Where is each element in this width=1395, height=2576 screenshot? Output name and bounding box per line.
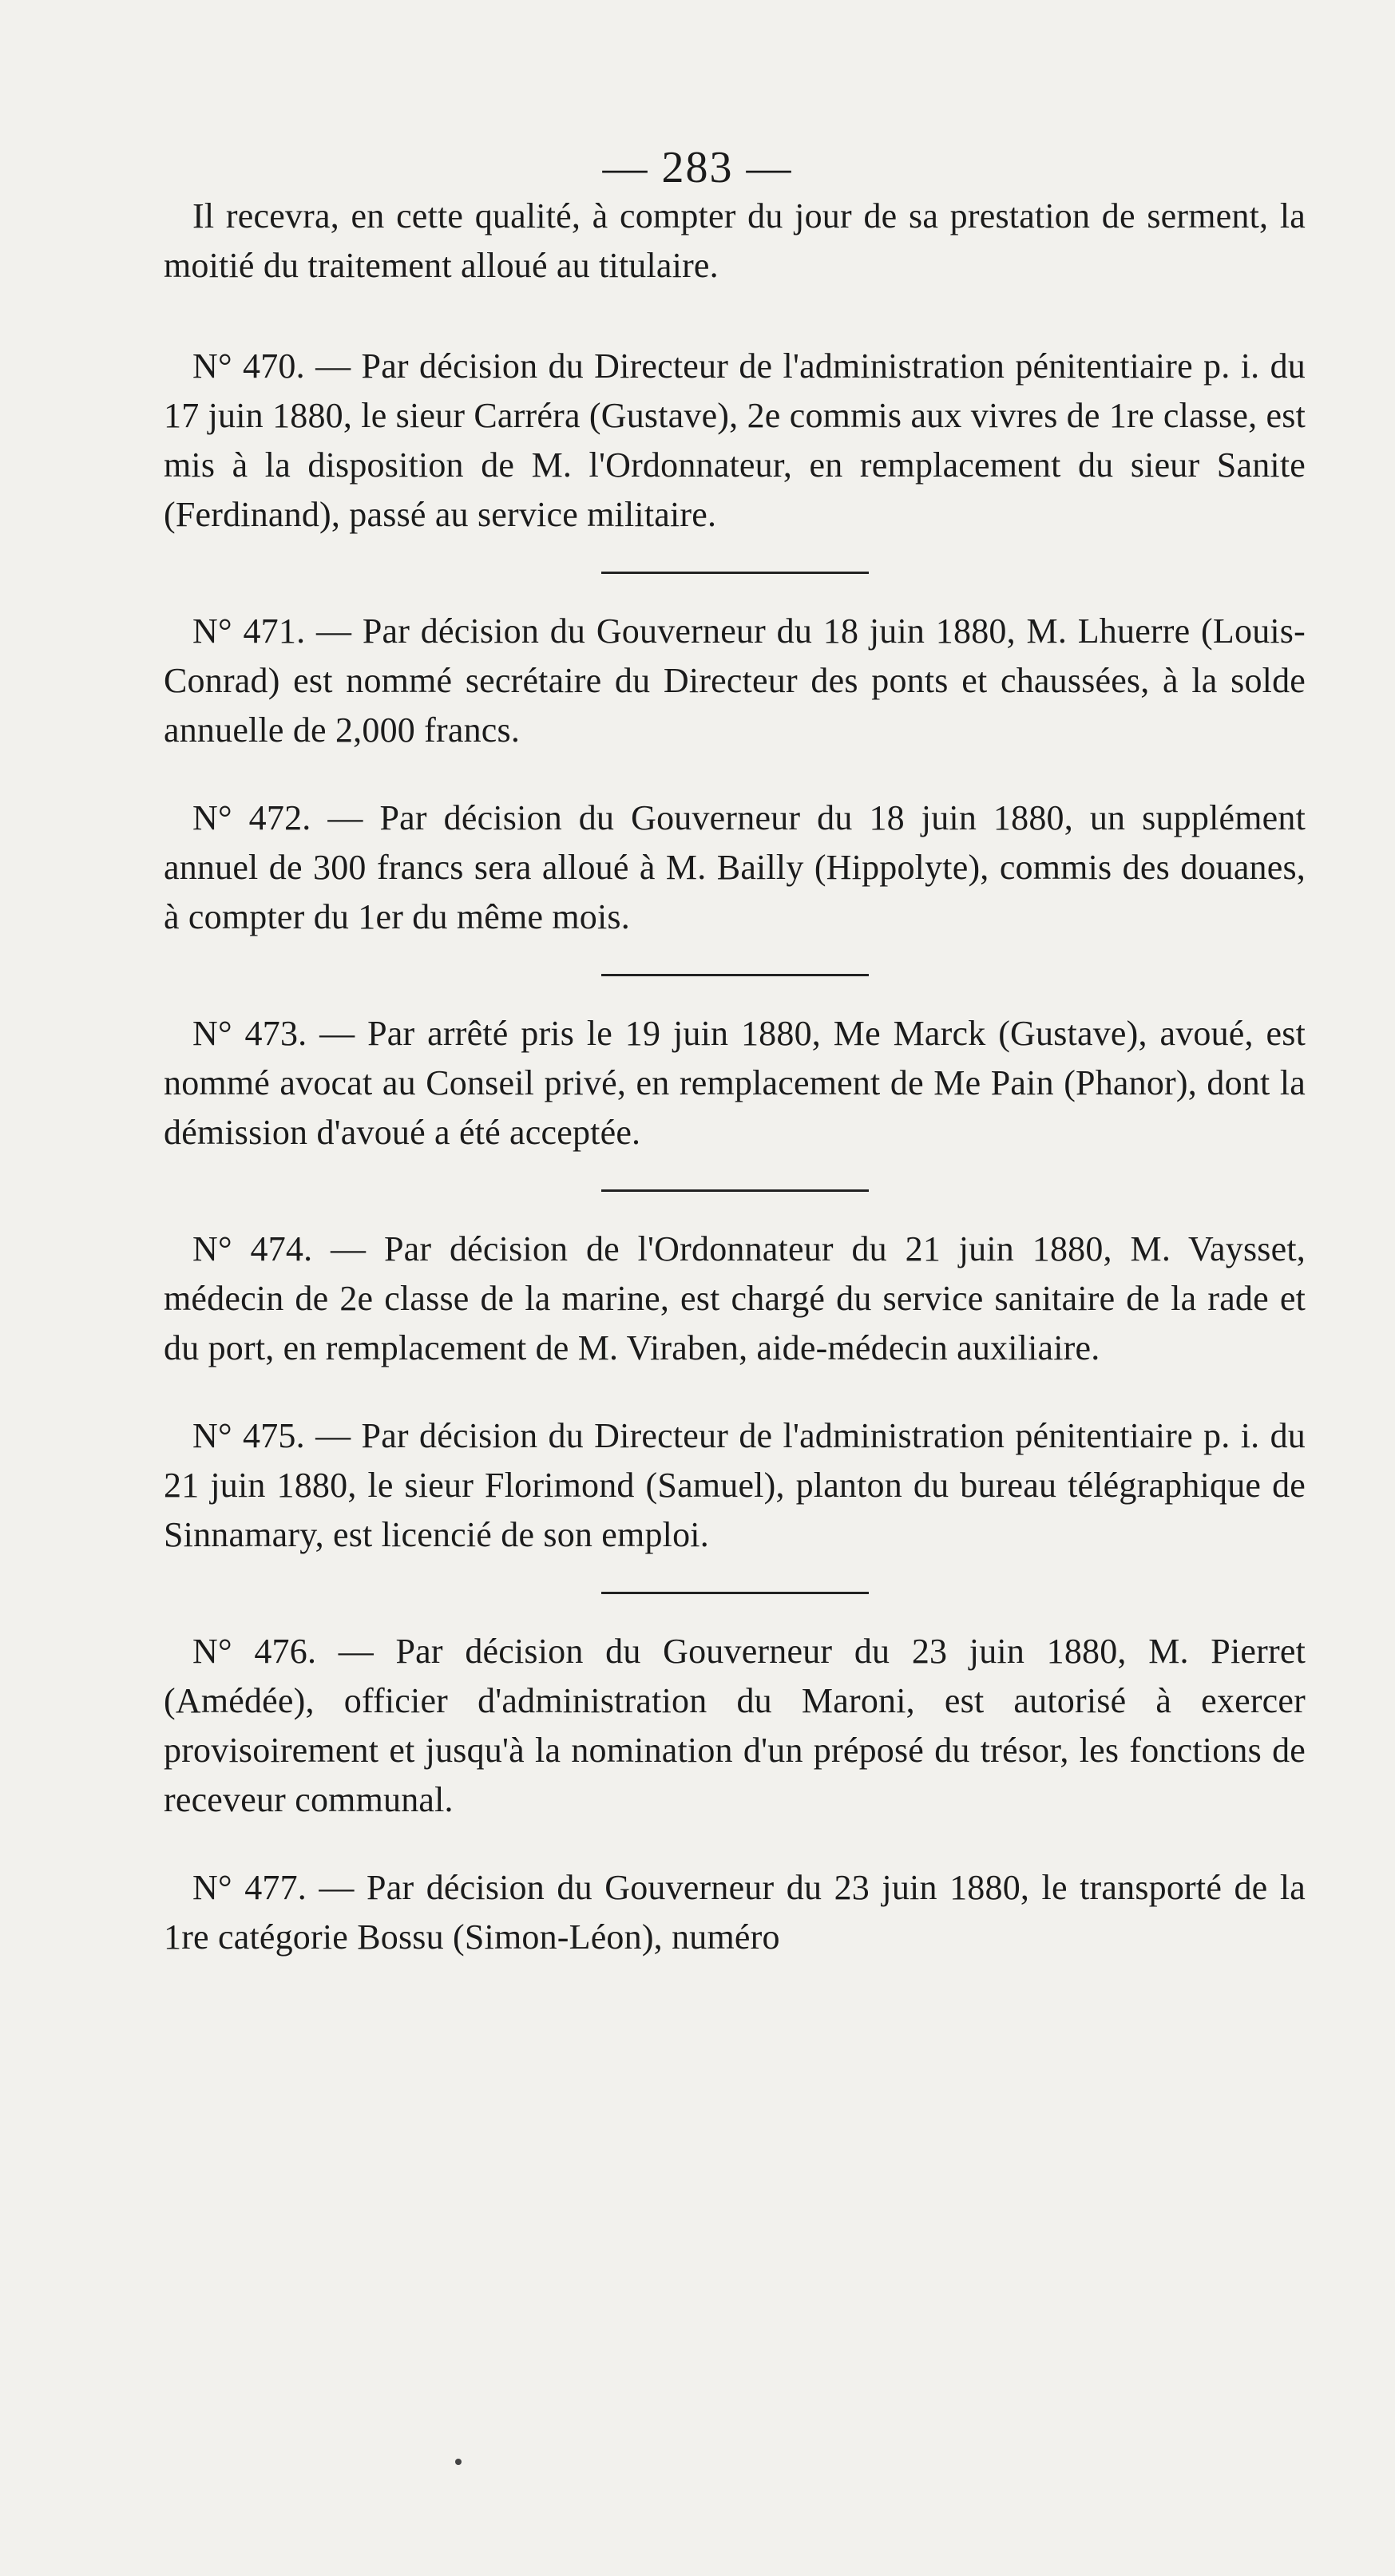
separator-rule: [164, 1560, 1306, 1627]
entry-472: N° 472. — Par décision du Gouverneur du 18 juin 1880, un supplément annuel de 300 francs sera alloué à M. Bailly (Hippolyte), commis des douanes, à compter du 1er du même mois.: [164, 798, 1306, 936]
page-number: — 283 —: [602, 143, 793, 192]
entry-470: N° 470. — Par décision du Directeur de l'administration pénitentiaire p. i. du 17 juin 1880, le sieur Carréra (Gustave), 2e commis aux vivres de 1re classe, est mis à la disposition de M. l'Ordonnateur, en remplacement du sieur Sanite (Ferdinand), passé au service militaire.: [164, 346, 1306, 534]
separator-rule: [164, 942, 1306, 1009]
entry-474: N° 474. — Par décision de l'Ordonnateur du 21 juin 1880, M. Vaysset, médecin de 2e classe de la marine, est chargé du service sanitaire de la rade et du port, en remplacement de M. Viraben, aide-médecin auxiliaire.: [164, 1229, 1306, 1367]
separator-rule: [164, 1157, 1306, 1225]
ink-speck: [455, 2459, 462, 2465]
entries: [164, 192, 1306, 1962]
separator-rule: [164, 540, 1306, 607]
entry-473: N° 473. — Par arrêté pris le 19 juin 1880, Me Marck (Gustave), avoué, est nommé avocat au Conseil privé, en remplacement de Me Pain (Phanor), dont la démission d'avoué a été acceptée.: [164, 1014, 1306, 1152]
entry-471: N° 471. — Par décision du Gouverneur du 18 juin 1880, M. Lhuerre (Louis-Conrad) est nommé secrétaire du Directeur des ponts et chaussées, à la solde annuelle de 2,000 francs.: [164, 611, 1306, 750]
entry-477: N° 477. — Par décision du Gouverneur du 23 juin 1880, le transporté de la 1re catégorie Bossu (Simon-Léon), numéro: [164, 1868, 1306, 1957]
entry-475: N° 475. — Par décision du Directeur de l'administration pénitentiaire p. i. du 21 juin 1880, le sieur Florimond (Samuel), planton du bureau télégraphique de Sinnamary, est licencié de son emploi.: [164, 1416, 1306, 1554]
paragraph-continuation: Il recevra, en cette qualité, à compter du jour de sa prestation de serment, la moitié du traitement alloué au titulaire.: [164, 196, 1306, 285]
entry-476: N° 476. — Par décision du Gouverneur du 23 juin 1880, M. Pierret (Amédée), officier d'administration du Maroni, est autorisé à exercer provisoirement et jusqu'à la nomination d'un préposé du trésor, les fonctions de receveur communal.: [164, 1632, 1306, 1819]
